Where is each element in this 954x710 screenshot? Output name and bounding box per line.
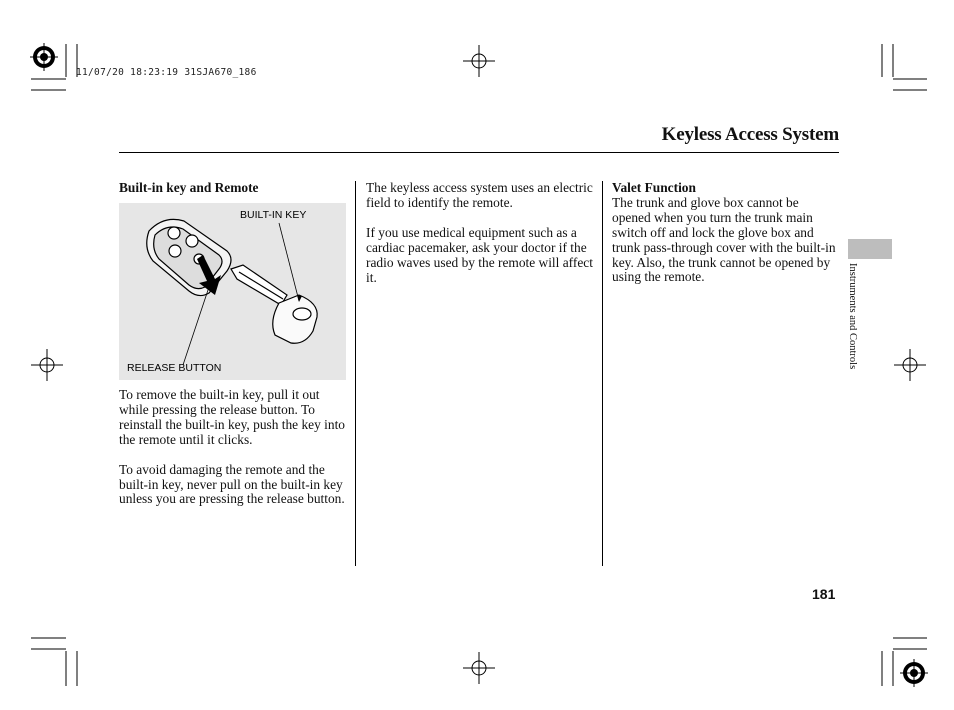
section-heading-valet: Valet Function [612, 180, 696, 195]
column-built-in-key [119, 181, 349, 196]
title-rule [119, 152, 839, 153]
section-heading-built-in-key: Built-in key and Remote [119, 180, 259, 195]
side-tab-marker [848, 239, 892, 259]
star-target-top-left [30, 43, 58, 71]
registration-crosshair-top [463, 45, 495, 77]
paragraph-avoid-damage: To avoid damaging the remote and the built-in key, never pull on the built-in key unless you are pressing the release button. [119, 461, 345, 507]
column-valet-function [612, 181, 837, 285]
registration-crosshair-bottom [463, 652, 495, 684]
paragraph-medical-equipment: If you use medical equipment such as a cardiac pacemaker, ask your doctor if the radio waves used by the remote will affect it. [366, 224, 593, 285]
column-keyless-info [366, 181, 598, 285]
column-divider-2 [602, 181, 603, 566]
registration-crosshair-left [31, 349, 63, 381]
page-title: Keyless Access System [661, 124, 839, 145]
page-number: 181 [812, 586, 836, 602]
print-code: 11/07/20 18:23:19 31SJA670_186 [76, 67, 257, 78]
label-built-in-key: BUILT-IN KEY [240, 209, 307, 221]
side-tab-label: Instruments and Controls [847, 263, 858, 370]
label-release-button: RELEASE BUTTON [127, 362, 222, 374]
remote-key-illustration [119, 203, 346, 380]
star-target-bottom-right [900, 659, 928, 687]
paragraph-valet: The trunk and glove box cannot be opened when you turn the trunk main switch off and lock the glove box and trunk pass-through cover with the built-in key. Also, the trunk cannot be opened by using the remote. [612, 194, 836, 285]
column-divider-1 [355, 181, 356, 566]
column-built-in-key-text [119, 388, 351, 507]
remote-key-figure [119, 203, 346, 380]
paragraph-electric-field: The keyless access system uses an electric field to identify the remote. [366, 180, 593, 210]
paragraph-remove-key: To remove the built-in key, pull it out while pressing the release button. To reinstall the built-in key, push the key into the remote until it clicks. [119, 387, 345, 447]
registration-crosshair-right [894, 349, 926, 381]
